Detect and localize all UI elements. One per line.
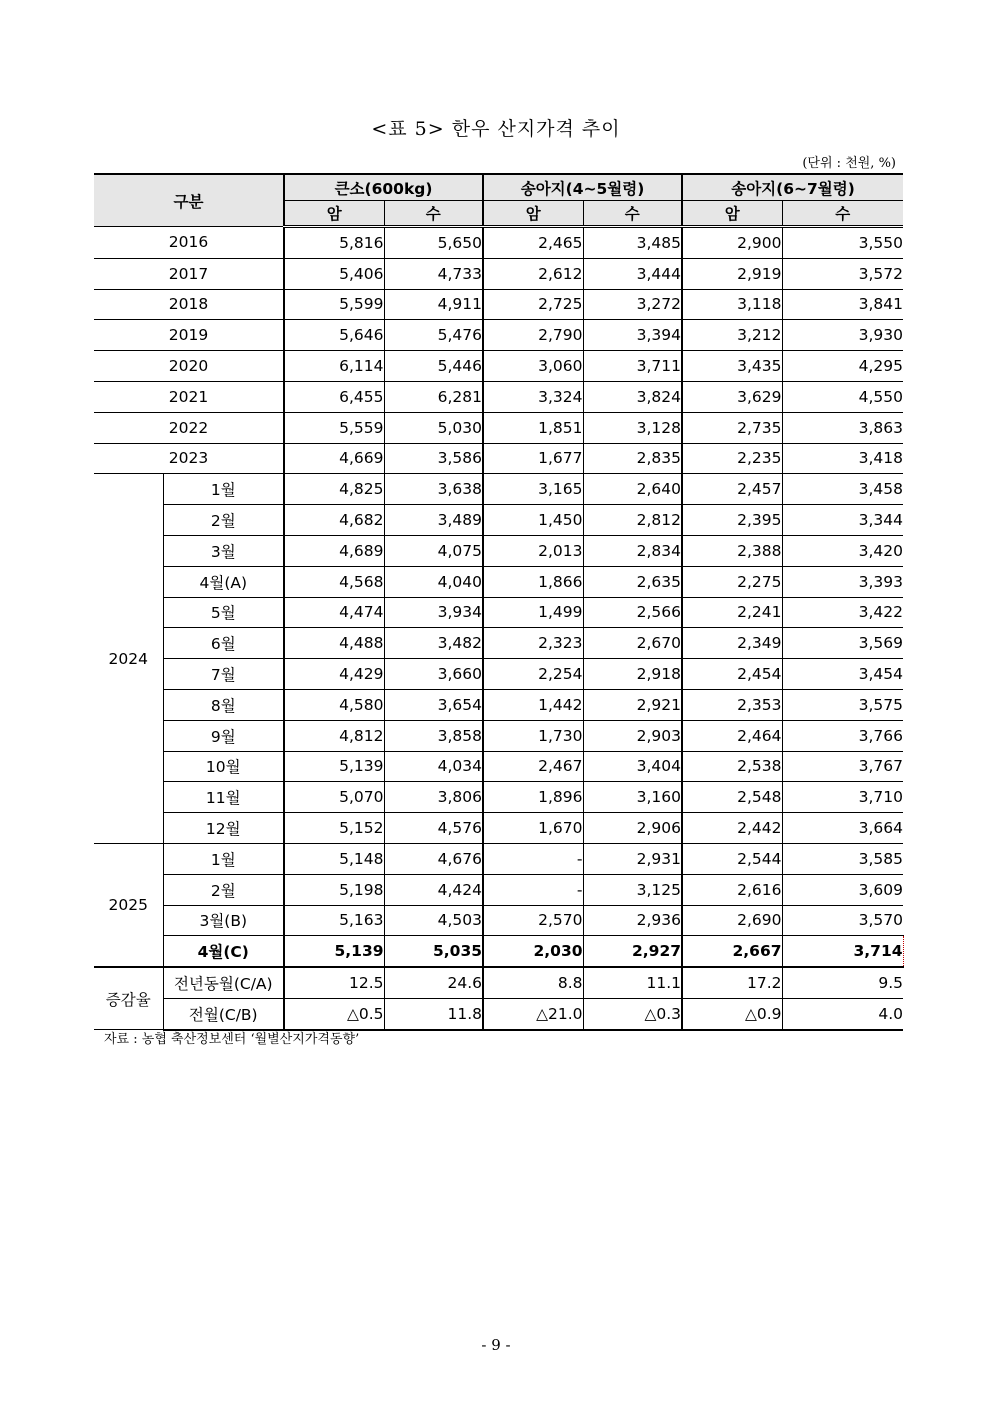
row-label: 2016	[94, 227, 284, 259]
value-cell: 2,931	[583, 843, 682, 874]
row-label: 2023	[94, 443, 284, 474]
value-cell: 1,442	[483, 689, 583, 720]
value-cell: 2,465	[483, 227, 583, 259]
table-row	[94, 998, 903, 1029]
value-cell: 3,422	[782, 597, 903, 628]
value-cell: 5,139	[284, 751, 384, 782]
value-cell: 3,824	[583, 381, 682, 412]
value-cell: 3,482	[384, 628, 483, 659]
value-cell: 4,568	[284, 566, 384, 597]
value-cell: 8.8	[483, 967, 583, 998]
value-cell: 2,725	[483, 289, 583, 320]
value-cell: 3,714	[782, 936, 903, 967]
value-cell: 5,646	[284, 320, 384, 351]
value-cell: 2,903	[583, 720, 682, 751]
value-cell: 3,858	[384, 720, 483, 751]
table-row	[94, 597, 903, 628]
value-cell: 3,654	[384, 689, 483, 720]
table-row	[94, 258, 903, 289]
value-cell: 5,599	[284, 289, 384, 320]
value-cell: 2,900	[682, 227, 782, 259]
value-cell: 2,030	[483, 936, 583, 967]
value-cell: 1,896	[483, 782, 583, 813]
change-group-label: 증감율	[94, 967, 163, 1030]
value-cell: 2,612	[483, 258, 583, 289]
value-cell: 2,467	[483, 751, 583, 782]
month-label: 1월	[163, 843, 284, 874]
value-cell: 1,851	[483, 412, 583, 443]
value-cell: 11.1	[583, 967, 682, 998]
value-cell: △21.0	[483, 998, 583, 1029]
table-row	[94, 720, 903, 751]
month-label: 9월	[163, 720, 284, 751]
value-cell: 3,128	[583, 412, 682, 443]
value-cell: 3,394	[583, 320, 682, 351]
value-cell: 24.6	[384, 967, 483, 998]
price-table	[94, 173, 904, 1031]
header-group-calf-4-5: 송아지(4~5월령)	[483, 174, 682, 201]
value-cell: 3,575	[782, 689, 903, 720]
change-row-label: 전월(C/B)	[163, 998, 284, 1029]
value-cell: 2,349	[682, 628, 782, 659]
value-cell: △0.9	[682, 998, 782, 1029]
table-row	[94, 659, 903, 690]
value-cell: 3,930	[782, 320, 903, 351]
value-cell: 2,834	[583, 535, 682, 566]
value-cell: 5,476	[384, 320, 483, 351]
table-row	[94, 905, 903, 936]
value-cell: -	[483, 874, 583, 905]
value-cell: 4,825	[284, 474, 384, 505]
value-cell: 3,664	[782, 813, 903, 844]
value-cell: 4,682	[284, 505, 384, 536]
value-cell: 5,030	[384, 412, 483, 443]
value-cell: 4,689	[284, 535, 384, 566]
year-group-label: 2025	[94, 843, 163, 967]
month-label: 2월	[163, 874, 284, 905]
value-cell: 3,418	[782, 443, 903, 474]
value-cell: 3,609	[782, 874, 903, 905]
value-cell: 5,198	[284, 874, 384, 905]
value-cell: 2,395	[682, 505, 782, 536]
value-cell: 5,035	[384, 936, 483, 967]
value-cell: 4,550	[782, 381, 903, 412]
value-cell: 3,572	[782, 258, 903, 289]
value-cell: 4,503	[384, 905, 483, 936]
value-cell: 5,816	[284, 227, 384, 259]
month-label: 10월	[163, 751, 284, 782]
value-cell: 5,070	[284, 782, 384, 813]
value-cell: 2,254	[483, 659, 583, 690]
value-cell: 3,272	[583, 289, 682, 320]
value-cell: 3,420	[782, 535, 903, 566]
value-cell: 5,148	[284, 843, 384, 874]
value-cell: 2,570	[483, 905, 583, 936]
value-cell: 3,570	[782, 905, 903, 936]
value-cell: 4,075	[384, 535, 483, 566]
table-row	[94, 505, 903, 536]
value-cell: 2,241	[682, 597, 782, 628]
month-label: 1월	[163, 474, 284, 505]
value-cell: 2,906	[583, 813, 682, 844]
value-cell: 3,444	[583, 258, 682, 289]
value-cell: 1,730	[483, 720, 583, 751]
table-title: <표 5> 한우 산지가격 추이	[371, 118, 621, 140]
table-row	[94, 443, 903, 474]
value-cell: 3,934	[384, 597, 483, 628]
value-cell: 3,324	[483, 381, 583, 412]
value-cell: 4,580	[284, 689, 384, 720]
change-row-label: 전년동월(C/A)	[163, 967, 284, 998]
value-cell: 2,670	[583, 628, 682, 659]
month-label: 11월	[163, 782, 284, 813]
value-cell: 5,446	[384, 351, 483, 382]
value-cell: 3,435	[682, 351, 782, 382]
header-group-big-cattle: 큰소(600kg)	[284, 174, 483, 201]
row-label: 2017	[94, 258, 284, 289]
month-label: 6월	[163, 628, 284, 659]
value-cell: 2,835	[583, 443, 682, 474]
value-cell: 5,139	[284, 936, 384, 967]
value-cell: 4,429	[284, 659, 384, 690]
value-cell: 3,458	[782, 474, 903, 505]
value-cell: 3,125	[583, 874, 682, 905]
value-cell: 2,690	[682, 905, 782, 936]
month-label: 12월	[163, 813, 284, 844]
header-group-calf-6-7: 송아지(6~7월령)	[682, 174, 903, 201]
value-cell: 4,676	[384, 843, 483, 874]
value-cell: 2,635	[583, 566, 682, 597]
value-cell: 4,474	[284, 597, 384, 628]
value-cell: 2,353	[682, 689, 782, 720]
table-row	[94, 351, 903, 382]
value-cell: 3,569	[782, 628, 903, 659]
table-row	[94, 227, 903, 259]
value-cell: 17.2	[682, 967, 782, 998]
value-cell: △0.5	[284, 998, 384, 1029]
header-male: 수	[782, 201, 903, 227]
value-cell: 2,235	[682, 443, 782, 474]
value-cell: 1,866	[483, 566, 583, 597]
header-male: 수	[384, 201, 483, 227]
table-row	[94, 936, 903, 967]
value-cell: 3,344	[782, 505, 903, 536]
table-row	[94, 813, 903, 844]
unit-note: (단위 : 천원, %)	[802, 156, 896, 171]
value-cell: 2,544	[682, 843, 782, 874]
month-label: 5월	[163, 597, 284, 628]
month-label: 8월	[163, 689, 284, 720]
row-label: 2018	[94, 289, 284, 320]
value-cell: 3,766	[782, 720, 903, 751]
value-cell: 3,585	[782, 843, 903, 874]
value-cell: 2,735	[682, 412, 782, 443]
value-cell: 3,404	[583, 751, 682, 782]
value-cell: 5,406	[284, 258, 384, 289]
value-cell: 6,114	[284, 351, 384, 382]
value-cell: 3,060	[483, 351, 583, 382]
value-cell: 2,566	[583, 597, 682, 628]
value-cell: 4,424	[384, 874, 483, 905]
value-cell: 3,863	[782, 412, 903, 443]
value-cell: 1,450	[483, 505, 583, 536]
value-cell: 2,936	[583, 905, 682, 936]
month-label: 4월(C)	[163, 936, 284, 967]
value-cell: 2,548	[682, 782, 782, 813]
value-cell: 4.0	[782, 998, 903, 1029]
month-label: 2월	[163, 505, 284, 536]
value-cell: 2,013	[483, 535, 583, 566]
value-cell: 3,629	[682, 381, 782, 412]
value-cell: 2,442	[682, 813, 782, 844]
table-row	[94, 967, 903, 998]
value-cell: 12.5	[284, 967, 384, 998]
value-cell: 5,650	[384, 227, 483, 259]
table-row	[94, 782, 903, 813]
table-row	[94, 689, 903, 720]
value-cell: 5,559	[284, 412, 384, 443]
row-label: 2019	[94, 320, 284, 351]
value-cell: 3,586	[384, 443, 483, 474]
value-cell: 3,165	[483, 474, 583, 505]
value-cell: 5,152	[284, 813, 384, 844]
value-cell: 2,616	[682, 874, 782, 905]
month-label: 7월	[163, 659, 284, 690]
table-row	[94, 843, 903, 874]
value-cell: 4,488	[284, 628, 384, 659]
value-cell: 1,670	[483, 813, 583, 844]
value-cell: 11.8	[384, 998, 483, 1029]
table-row	[94, 381, 903, 412]
header-female: 암	[483, 201, 583, 227]
value-cell: 3,212	[682, 320, 782, 351]
header-female: 암	[682, 201, 782, 227]
value-cell: △0.3	[583, 998, 682, 1029]
value-cell: 2,323	[483, 628, 583, 659]
value-cell: 4,295	[782, 351, 903, 382]
value-cell: 2,464	[682, 720, 782, 751]
value-cell: 3,485	[583, 227, 682, 259]
value-cell: 3,454	[782, 659, 903, 690]
value-cell: 4,812	[284, 720, 384, 751]
table-row	[94, 320, 903, 351]
table-row	[94, 874, 903, 905]
value-cell: 3,841	[782, 289, 903, 320]
row-label: 2021	[94, 381, 284, 412]
value-cell: 2,457	[682, 474, 782, 505]
value-cell: 2,640	[583, 474, 682, 505]
header-male: 수	[583, 201, 682, 227]
month-label: 4월(A)	[163, 566, 284, 597]
table-row	[94, 535, 903, 566]
value-cell: 3,806	[384, 782, 483, 813]
value-cell: 2,275	[682, 566, 782, 597]
value-cell: 2,918	[583, 659, 682, 690]
value-cell: 2,919	[682, 258, 782, 289]
value-cell: 4,733	[384, 258, 483, 289]
value-cell: 3,710	[782, 782, 903, 813]
header-gubun: 구분	[94, 174, 284, 227]
value-cell: 4,040	[384, 566, 483, 597]
page-number: - 9 -	[481, 1336, 511, 1354]
table-row	[94, 751, 903, 782]
header-female: 암	[284, 201, 384, 227]
value-cell: 6,281	[384, 381, 483, 412]
value-cell: 3,711	[583, 351, 682, 382]
value-cell: 4,911	[384, 289, 483, 320]
value-cell: -	[483, 843, 583, 874]
row-label: 2020	[94, 351, 284, 382]
value-cell: 4,576	[384, 813, 483, 844]
value-cell: 2,388	[682, 535, 782, 566]
value-cell: 2,667	[682, 936, 782, 967]
value-cell: 1,677	[483, 443, 583, 474]
table-row	[94, 474, 903, 505]
table-row	[94, 289, 903, 320]
value-cell: 3,638	[384, 474, 483, 505]
value-cell: 3,393	[782, 566, 903, 597]
value-cell: 1,499	[483, 597, 583, 628]
value-cell: 4,669	[284, 443, 384, 474]
table-row	[94, 412, 903, 443]
value-cell: 5,163	[284, 905, 384, 936]
value-cell: 3,660	[384, 659, 483, 690]
value-cell: 3,118	[682, 289, 782, 320]
value-cell: 9.5	[782, 967, 903, 998]
value-cell: 2,454	[682, 659, 782, 690]
value-cell: 3,489	[384, 505, 483, 536]
value-cell: 2,790	[483, 320, 583, 351]
month-label: 3월(B)	[163, 905, 284, 936]
table-row	[94, 628, 903, 659]
month-label: 3월	[163, 535, 284, 566]
value-cell: 4,034	[384, 751, 483, 782]
value-cell: 3,767	[782, 751, 903, 782]
value-cell: 3,550	[782, 227, 903, 259]
value-cell: 6,455	[284, 381, 384, 412]
value-cell: 2,921	[583, 689, 682, 720]
value-cell: 3,160	[583, 782, 682, 813]
table-row	[94, 566, 903, 597]
row-label: 2022	[94, 412, 284, 443]
value-cell: 2,538	[682, 751, 782, 782]
source-note: 자료 : 농협 축산정보센터 ‘월별산지가격동향’	[104, 1032, 360, 1047]
year-group-label: 2024	[94, 474, 163, 844]
value-cell: 2,927	[583, 936, 682, 967]
value-cell: 2,812	[583, 505, 682, 536]
